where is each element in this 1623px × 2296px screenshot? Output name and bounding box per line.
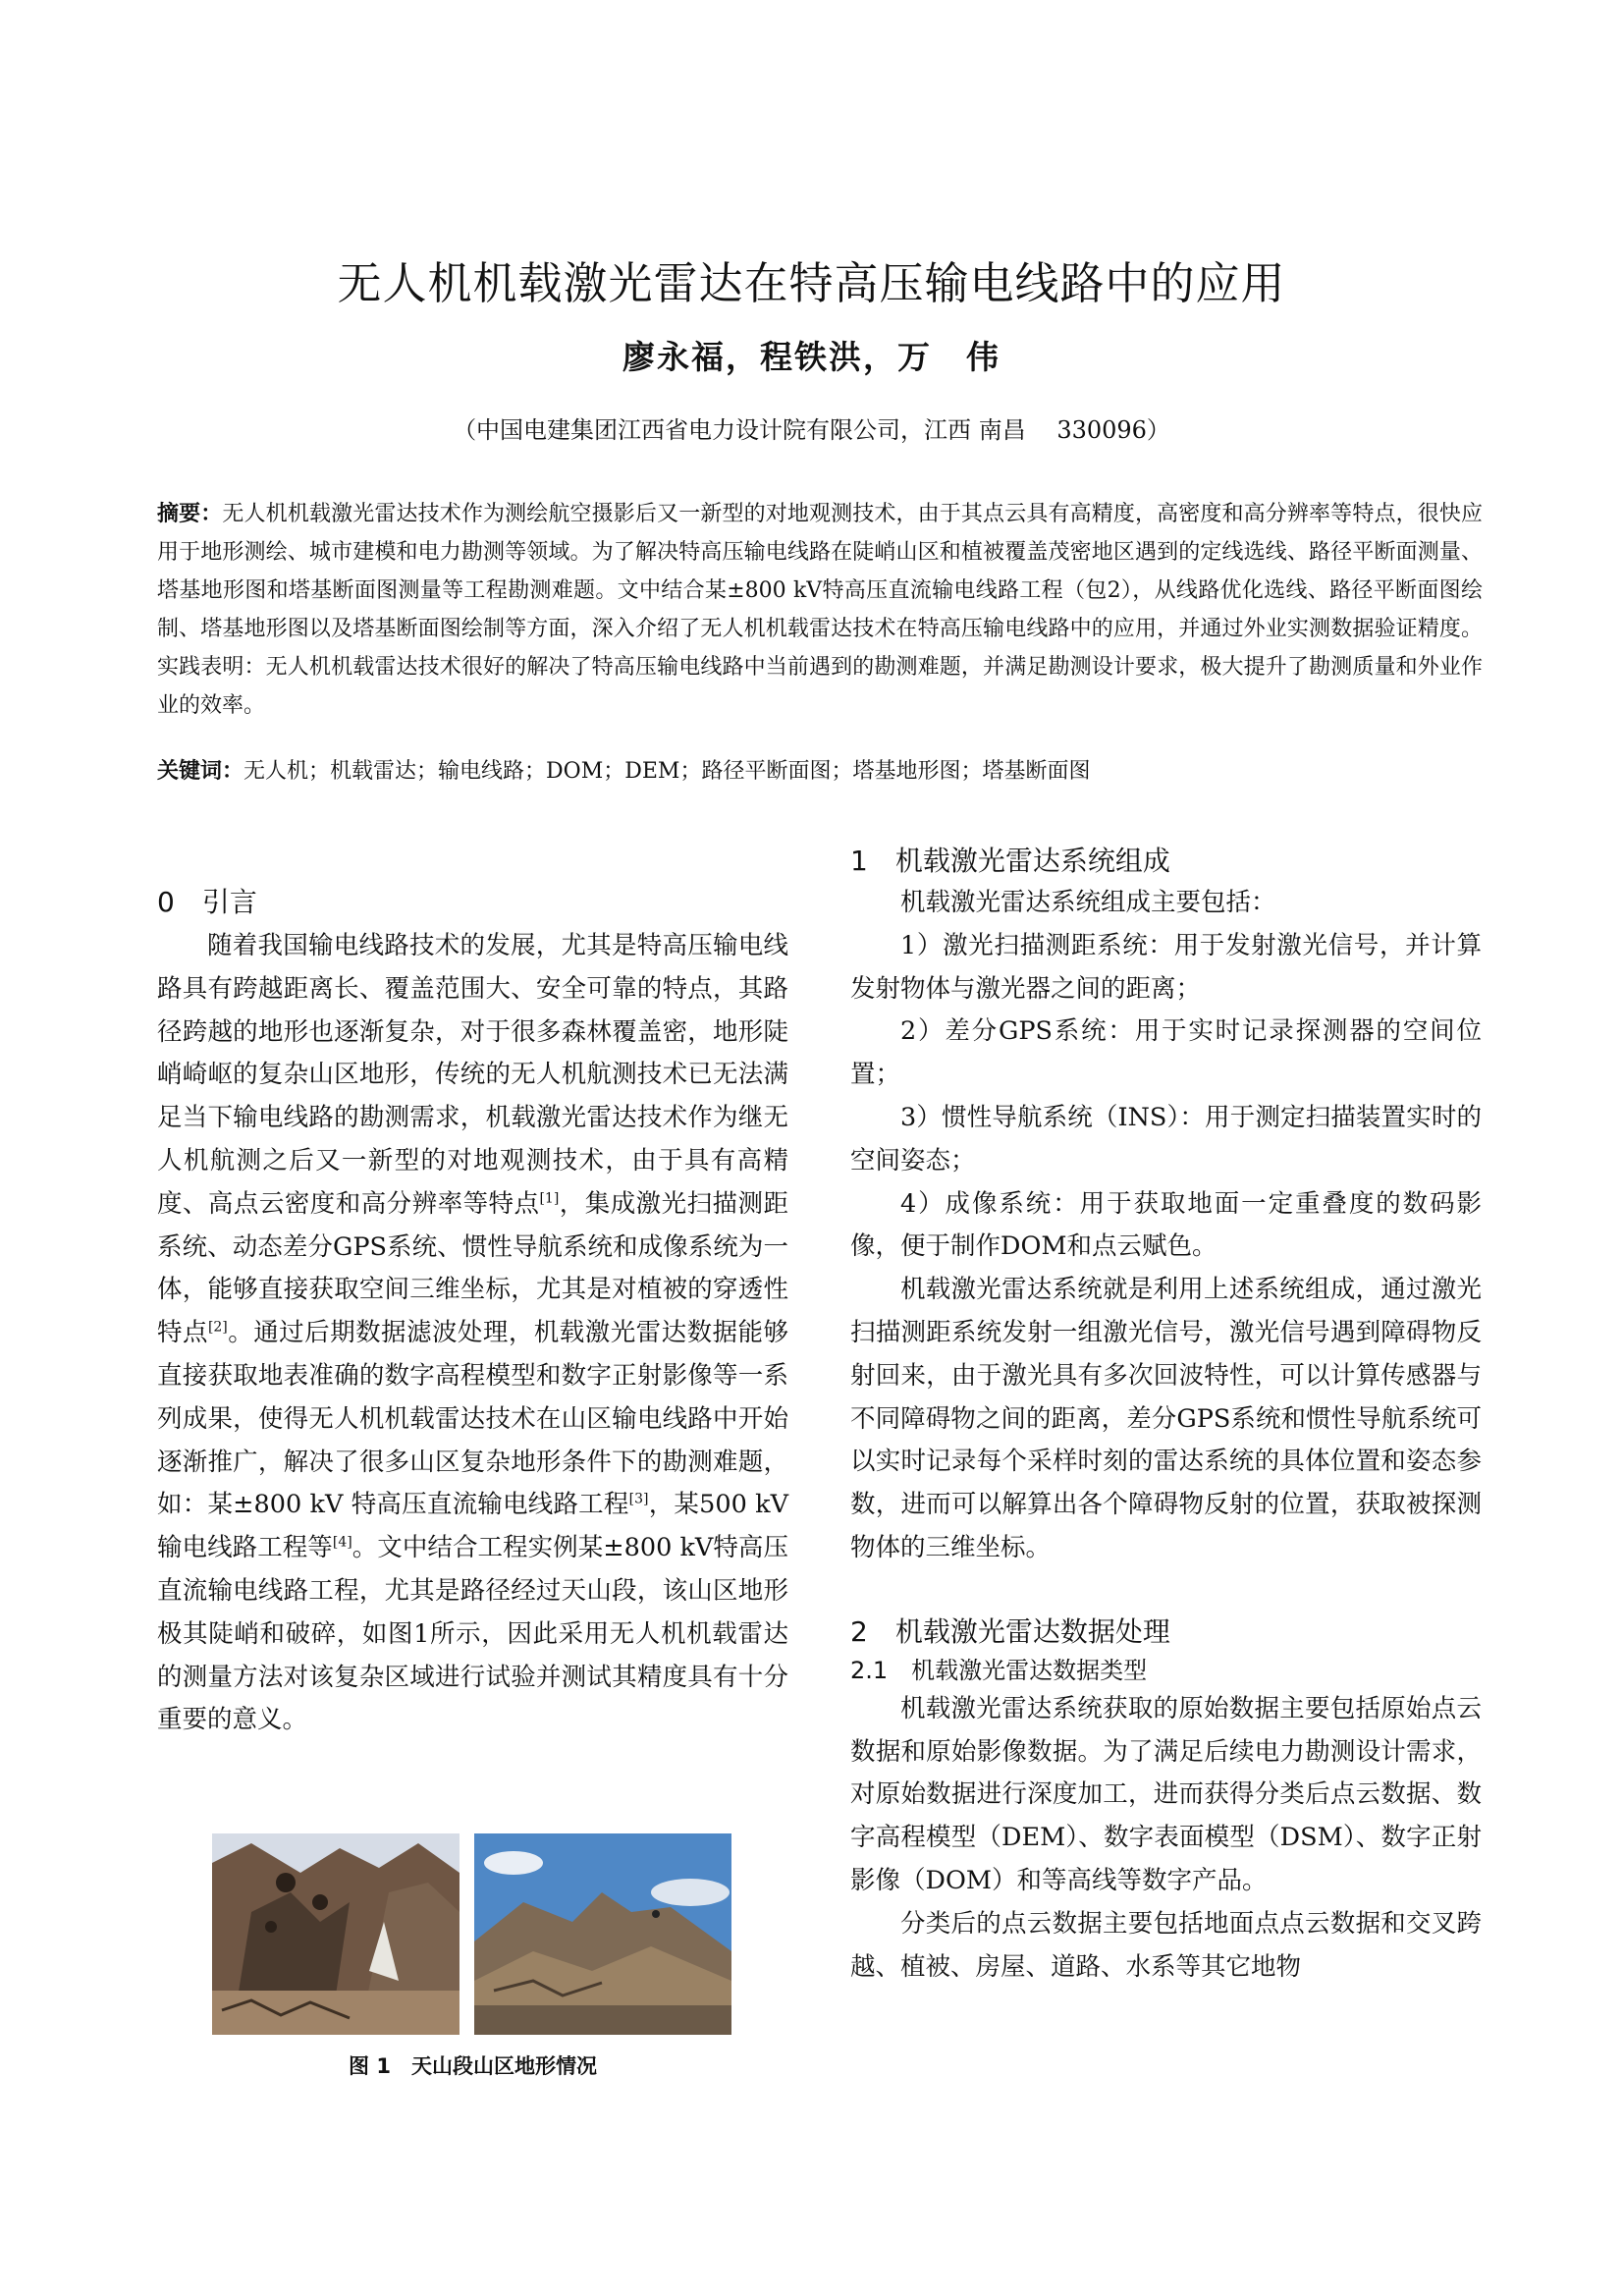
intro-paragraph xyxy=(157,925,788,1742)
mountain-photo-left xyxy=(212,1833,460,2035)
keywords-label: 关键词： xyxy=(157,759,244,784)
system-item-1: 1）激光扫描测距系统：用于发射激光信号，并计算发射物体与激光器之间的距离； xyxy=(850,930,1482,1004)
citation-2: [2] xyxy=(207,1319,228,1336)
section-1-heading: 1 机载激光雷达系统组成 xyxy=(850,845,1170,877)
authors: 廖永福，程铁洪，万 伟 xyxy=(622,338,1001,376)
figure-1-photo-right xyxy=(474,1833,731,2035)
system-item-2: 2）差分GPS系统：用于实时记录探测器的空间位置； xyxy=(850,1016,1482,1090)
system-intro: 机载激光雷达系统组成主要包括： xyxy=(900,888,1276,917)
classified-data-paragraph: 分类后的点云数据主要包括地面点点云数据和交叉跨越、植被、房屋、道路、水系等其它地物 xyxy=(850,1908,1482,1982)
citation-3: [3] xyxy=(628,1491,649,1507)
section-0-heading: 0 引言 xyxy=(157,886,257,918)
section-2-1-heading: 2.1 机载激光雷达数据类型 xyxy=(850,1656,1148,1684)
intro-text-2: ，集成激光扫描测距系统、动态差分GPS系统、惯性导航系统和成像系统为一体，能够直接获取空间三维坐标，尤其是对植被的穿透性特点 xyxy=(157,1188,788,1348)
intro-text-1: 随着我国输电线路技术的发展，尤其是特高压输电线路具有跨越距离长、覆盖范围大、安全可靠的特点，其路径跨越的地形也逐渐复杂，对于很多森林覆盖密，地形陡峭崎岖的复杂山区地形，传统的无人机航测技术已无法满足当下输电线路的勘测需求，机载激光雷达技术作为继无人机航测之后又一新型的对地观测技术，由于具有高精度、高点云密度和高分辨率等特点 xyxy=(157,931,788,1219)
system-item-4: 4）成像系统：用于获取地面一定重叠度的数码影像，便于制作DOM和点云赋色。 xyxy=(850,1188,1482,1262)
citation-4: [4] xyxy=(332,1534,352,1551)
intro-text-3: 。通过后期数据滤波处理，机载激光雷达数据能够直接获取地表准确的数字高程模型和数字正射影像等一系列成果，使得无人机机载雷达技术在山区输电线路中开始逐渐推广，解决了很多山区复杂地形条件下的勘测难题，如：某±800 kV 特高压直流输电线路工程 xyxy=(157,1318,788,1520)
keywords-text: 无人机；机载雷达；输电线路；DOM；DEM；路径平断面图；塔基地形图；塔基断面图 xyxy=(243,759,1091,784)
abstract-label: 摘要： xyxy=(157,502,223,526)
left-column xyxy=(157,880,788,1742)
paper-title: 无人机机载激光雷达在特高压输电线路中的应用 xyxy=(337,257,1286,309)
section-2-heading: 2 机载激光雷达数据处理 xyxy=(850,1614,1170,1648)
abstract xyxy=(157,495,1483,725)
mountain-photo-right xyxy=(474,1833,731,2035)
affiliation: （中国电建集团江西省电力设计院有限公司，江西 南昌 330096） xyxy=(453,416,1170,444)
right-column xyxy=(850,841,1482,1989)
citation-1: [1] xyxy=(539,1190,560,1207)
figure-1-caption: 图 1 天山段山区地形情况 xyxy=(349,2054,597,2078)
system-item-3: 3）惯性导航系统（INS）：用于测定扫描装置实时的空间姿态； xyxy=(850,1102,1482,1175)
abstract-text: 无人机机载激光雷达技术作为测绘航空摄影后又一新型的对地观测技术，由于其点云具有高精度，高密度和高分辨率等特点，很快应用于地形测绘、城市建模和电力勘测等领域。为了解决特高压输电线路在陡峭山区和植被覆盖茂密地区遇到的定线选线、路径平断面测量、塔基地形图和塔基断面图测量等工程勘测难题。文中结合某±800 kV特高压直流输电线路工程（包2），从线路优化选线、路径平断面图绘制、塔基地形图以及塔基断面图绘制等方面，深入介绍了无人机机载雷达技术在特高压输电线路中的应用，并通过外业实测数据验证精度。实践表明：无人机机载雷达技术很好的解决了特高压输电线路中当前遇到的勘测难题，并满足勘测设计要求，极大提升了勘测质量和外业作业的效率。 xyxy=(157,502,1483,718)
keywords xyxy=(157,752,1483,791)
system-principle: 机载激光雷达系统就是利用上述系统组成，通过激光扫描测距系统发射一组激光信号，激光信号遇到障碍物反射回来，由于激光具有多次回波特性，可以计算传感器与不同障碍物之间的距离，差分GPS系统和惯性导航系统可以实时记录每个采样时刻的雷达系统的具体位置和姿态参数，进而可以解算出各个障碍物反射的位置，获取被探测物体的三维坐标。 xyxy=(850,1275,1482,1562)
data-types-paragraph: 机载激光雷达系统获取的原始数据主要包括原始点云数据和原始影像数据。为了满足后续电力勘测设计需求，对原始数据进行深度加工，进而获得分类后点云数据、数字高程模型（DEM）、数字表面模型（DSM）、数字正射影像（DOM）和等高线等数字产品。 xyxy=(850,1693,1482,1895)
intro-text-4: ，某500 kV 输电线路工程等 xyxy=(157,1490,788,1563)
intro-text-5: 。文中结合工程实例某±800 kV特高压直流输电线路工程，尤其是路径经过天山段，该山区地形极其陡峭和破碎，如图1所示，因此采用无人机机载雷达的测量方法对该复杂区域进行试验并测试其精度具有十分重要的意义。 xyxy=(157,1533,788,1735)
figure-1-photo-left xyxy=(212,1833,460,2035)
